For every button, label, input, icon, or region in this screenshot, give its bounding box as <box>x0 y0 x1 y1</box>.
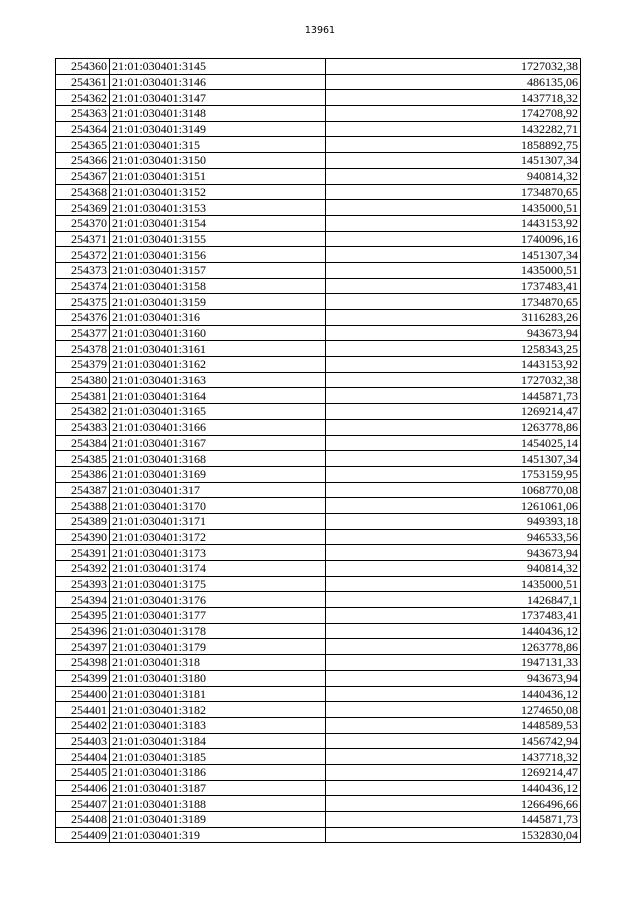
cadastral-value-cell: 1269214,47 <box>326 404 581 420</box>
cadastral-number-cell: 21:01:030401:3154 <box>110 215 326 231</box>
table-row <box>56 262 581 278</box>
row-number-cell: 254369 <box>56 200 110 216</box>
cadastral-value-cell: 1858892,75 <box>326 137 581 153</box>
row-number-cell: 254390 <box>56 529 110 545</box>
row-number-cell: 254395 <box>56 608 110 624</box>
row-number-cell: 254377 <box>56 325 110 341</box>
cadastral-number-cell: 21:01:030401:3167 <box>110 435 326 451</box>
row-number-cell: 254387 <box>56 482 110 498</box>
row-number-cell: 254362 <box>56 90 110 106</box>
row-number-cell: 254407 <box>56 796 110 812</box>
table-row <box>56 780 581 796</box>
cadastral-number-cell: 21:01:030401:3161 <box>110 341 326 357</box>
cadastral-value-cell: 1269214,47 <box>326 764 581 780</box>
cadastral-number-cell: 21:01:030401:3147 <box>110 90 326 106</box>
cadastral-value-cell: 946533,56 <box>326 529 581 545</box>
row-number-cell: 254403 <box>56 733 110 749</box>
row-number-cell: 254404 <box>56 749 110 765</box>
row-number-cell: 254373 <box>56 262 110 278</box>
table-row <box>56 200 581 216</box>
cadastral-value-cell: 1440436,12 <box>326 686 581 702</box>
cadastral-value-cell: 1435000,51 <box>326 576 581 592</box>
cadastral-number-cell: 21:01:030401:3188 <box>110 796 326 812</box>
row-number-cell: 254402 <box>56 717 110 733</box>
cadastral-value-cell: 1448589,53 <box>326 717 581 733</box>
cadastral-value-cell: 940814,32 <box>326 561 581 577</box>
table-row <box>56 419 581 435</box>
table-row <box>56 827 581 843</box>
cadastral-number-cell: 21:01:030401:3172 <box>110 529 326 545</box>
row-number-cell: 254400 <box>56 686 110 702</box>
cadastral-number-cell: 21:01:030401:3146 <box>110 74 326 90</box>
table-row <box>56 670 581 686</box>
table-row <box>56 764 581 780</box>
cadastral-number-cell: 21:01:030401:3153 <box>110 200 326 216</box>
cadastral-number-cell: 21:01:030401:3149 <box>110 121 326 137</box>
table-row <box>56 278 581 294</box>
table-row <box>56 388 581 404</box>
table-row <box>56 341 581 357</box>
cadastral-value-cell: 1274650,08 <box>326 702 581 718</box>
cadastral-value-cell: 940814,32 <box>326 168 581 184</box>
cadastral-number-cell: 21:01:030401:3148 <box>110 106 326 122</box>
cadastral-value-cell: 1737483,41 <box>326 278 581 294</box>
cadastral-value-cell: 1443153,92 <box>326 215 581 231</box>
cadastral-value-cell: 1435000,51 <box>326 200 581 216</box>
cadastral-number-cell: 21:01:030401:3187 <box>110 780 326 796</box>
cadastral-number-cell: 21:01:030401:3183 <box>110 717 326 733</box>
row-number-cell: 254375 <box>56 294 110 310</box>
table-row <box>56 435 581 451</box>
cadastral-value-cell: 3116283,26 <box>326 310 581 326</box>
cadastral-value-cell: 1727032,38 <box>326 59 581 75</box>
row-number-cell: 254368 <box>56 184 110 200</box>
cadastral-value-cell: 1451307,34 <box>326 153 581 169</box>
table-row <box>56 372 581 388</box>
cadastral-value-cell: 1437718,32 <box>326 90 581 106</box>
table-row <box>56 90 581 106</box>
table-row <box>56 639 581 655</box>
row-number-cell: 254405 <box>56 764 110 780</box>
row-number-cell: 254376 <box>56 310 110 326</box>
row-number-cell: 254382 <box>56 404 110 420</box>
table-row <box>56 231 581 247</box>
cadastral-value-table <box>55 58 581 843</box>
cadastral-value-cell: 943673,94 <box>326 545 581 561</box>
cadastral-value-cell: 943673,94 <box>326 325 581 341</box>
row-number-cell: 254371 <box>56 231 110 247</box>
table-row <box>56 294 581 310</box>
table-row <box>56 184 581 200</box>
cadastral-number-cell: 21:01:030401:3176 <box>110 592 326 608</box>
cadastral-number-cell: 21:01:030401:316 <box>110 310 326 326</box>
row-number-cell: 254372 <box>56 247 110 263</box>
cadastral-value-cell: 1727032,38 <box>326 372 581 388</box>
table-row <box>56 592 581 608</box>
table-row <box>56 623 581 639</box>
table-row <box>56 153 581 169</box>
cadastral-value-cell: 1445871,73 <box>326 388 581 404</box>
table-row <box>56 325 581 341</box>
cadastral-value-cell: 1432282,71 <box>326 121 581 137</box>
table-row <box>56 545 581 561</box>
row-number-cell: 254397 <box>56 639 110 655</box>
cadastral-value-cell: 1742708,92 <box>326 106 581 122</box>
row-number-cell: 254374 <box>56 278 110 294</box>
cadastral-number-cell: 21:01:030401:3165 <box>110 404 326 420</box>
row-number-cell: 254366 <box>56 153 110 169</box>
cadastral-number-cell: 21:01:030401:3182 <box>110 702 326 718</box>
row-number-cell: 254386 <box>56 466 110 482</box>
cadastral-value-cell: 1947131,33 <box>326 655 581 671</box>
cadastral-number-cell: 21:01:030401:3158 <box>110 278 326 294</box>
cadastral-value-cell: 1740096,16 <box>326 231 581 247</box>
row-number-cell: 254406 <box>56 780 110 796</box>
table-row <box>56 576 581 592</box>
cadastral-value-cell: 1437718,32 <box>326 749 581 765</box>
row-number-cell: 254392 <box>56 561 110 577</box>
row-number-cell: 254396 <box>56 623 110 639</box>
table-row <box>56 74 581 90</box>
table-row <box>56 247 581 263</box>
row-number-cell: 254367 <box>56 168 110 184</box>
table-row <box>56 215 581 231</box>
table-row <box>56 513 581 529</box>
cadastral-number-cell: 21:01:030401:3160 <box>110 325 326 341</box>
cadastral-value-cell: 1440436,12 <box>326 623 581 639</box>
row-number-cell: 254384 <box>56 435 110 451</box>
cadastral-number-cell: 21:01:030401:3159 <box>110 294 326 310</box>
cadastral-value-cell: 1456742,94 <box>326 733 581 749</box>
cadastral-number-cell: 21:01:030401:3168 <box>110 451 326 467</box>
cadastral-value-cell: 1753159,95 <box>326 466 581 482</box>
row-number-cell: 254381 <box>56 388 110 404</box>
cadastral-value-cell: 486135,06 <box>326 74 581 90</box>
table-row <box>56 106 581 122</box>
cadastral-value-cell: 1440436,12 <box>326 780 581 796</box>
cadastral-value-cell: 1266496,66 <box>326 796 581 812</box>
cadastral-number-cell: 21:01:030401:3157 <box>110 262 326 278</box>
cadastral-value-cell: 1532830,04 <box>326 827 581 843</box>
table-row <box>56 59 581 75</box>
cadastral-value-cell: 1261061,06 <box>326 498 581 514</box>
cadastral-value-cell: 1734870,65 <box>326 294 581 310</box>
cadastral-number-cell: 21:01:030401:3151 <box>110 168 326 184</box>
cadastral-number-cell: 21:01:030401:3181 <box>110 686 326 702</box>
cadastral-number-cell: 21:01:030401:3169 <box>110 466 326 482</box>
row-number-cell: 254388 <box>56 498 110 514</box>
cadastral-value-cell: 1734870,65 <box>326 184 581 200</box>
table-row <box>56 749 581 765</box>
cadastral-value-cell: 943673,94 <box>326 670 581 686</box>
row-number-cell: 254365 <box>56 137 110 153</box>
cadastral-number-cell: 21:01:030401:3185 <box>110 749 326 765</box>
table-row <box>56 466 581 482</box>
table-row <box>56 121 581 137</box>
row-number-cell: 254391 <box>56 545 110 561</box>
cadastral-number-cell: 21:01:030401:315 <box>110 137 326 153</box>
cadastral-number-cell: 21:01:030401:3155 <box>110 231 326 247</box>
cadastral-value-cell: 1451307,34 <box>326 451 581 467</box>
table-row <box>56 357 581 373</box>
table-row <box>56 137 581 153</box>
cadastral-number-cell: 21:01:030401:317 <box>110 482 326 498</box>
cadastral-number-cell: 21:01:030401:3171 <box>110 513 326 529</box>
cadastral-number-cell: 21:01:030401:3189 <box>110 812 326 828</box>
cadastral-number-cell: 21:01:030401:3173 <box>110 545 326 561</box>
row-number-cell: 254383 <box>56 419 110 435</box>
cadastral-number-cell: 21:01:030401:3177 <box>110 608 326 624</box>
cadastral-value-cell: 1445871,73 <box>326 812 581 828</box>
table-row <box>56 702 581 718</box>
page-number: 13961 <box>304 25 336 36</box>
table-row <box>56 451 581 467</box>
cadastral-number-cell: 21:01:030401:3164 <box>110 388 326 404</box>
row-number-cell: 254385 <box>56 451 110 467</box>
row-number-cell: 254401 <box>56 702 110 718</box>
cadastral-number-cell: 21:01:030401:319 <box>110 827 326 843</box>
table-row <box>56 310 581 326</box>
row-number-cell: 254364 <box>56 121 110 137</box>
row-number-cell: 254370 <box>56 215 110 231</box>
row-number-cell: 254361 <box>56 74 110 90</box>
cadastral-number-cell: 21:01:030401:3162 <box>110 357 326 373</box>
row-number-cell: 254394 <box>56 592 110 608</box>
cadastral-number-cell: 21:01:030401:3163 <box>110 372 326 388</box>
table-row <box>56 529 581 545</box>
row-number-cell: 254363 <box>56 106 110 122</box>
row-number-cell: 254360 <box>56 59 110 75</box>
table-row <box>56 733 581 749</box>
table-row <box>56 796 581 812</box>
cadastral-number-cell: 21:01:030401:3166 <box>110 419 326 435</box>
row-number-cell: 254380 <box>56 372 110 388</box>
table-body <box>56 59 581 843</box>
cadastral-value-cell: 1737483,41 <box>326 608 581 624</box>
cadastral-value-cell: 1443153,92 <box>326 357 581 373</box>
cadastral-number-cell: 21:01:030401:3175 <box>110 576 326 592</box>
row-number-cell: 254399 <box>56 670 110 686</box>
cadastral-number-cell: 21:01:030401:3184 <box>110 733 326 749</box>
cadastral-number-cell: 21:01:030401:3174 <box>110 561 326 577</box>
cadastral-value-cell: 1258343,25 <box>326 341 581 357</box>
cadastral-number-cell: 21:01:030401:3178 <box>110 623 326 639</box>
table-row <box>56 498 581 514</box>
table-row <box>56 686 581 702</box>
cadastral-value-cell: 1263778,86 <box>326 419 581 435</box>
row-number-cell: 254378 <box>56 341 110 357</box>
cadastral-value-cell: 1451307,34 <box>326 247 581 263</box>
table-row <box>56 482 581 498</box>
table-row <box>56 561 581 577</box>
cadastral-number-cell: 21:01:030401:3156 <box>110 247 326 263</box>
cadastral-number-cell: 21:01:030401:3179 <box>110 639 326 655</box>
cadastral-number-cell: 21:01:030401:3170 <box>110 498 326 514</box>
table-row <box>56 655 581 671</box>
cadastral-number-cell: 21:01:030401:3180 <box>110 670 326 686</box>
cadastral-value-cell: 1426847,1 <box>326 592 581 608</box>
cadastral-number-cell: 21:01:030401:3150 <box>110 153 326 169</box>
cadastral-value-cell: 1454025,14 <box>326 435 581 451</box>
cadastral-number-cell: 21:01:030401:3186 <box>110 764 326 780</box>
row-number-cell: 254409 <box>56 827 110 843</box>
row-number-cell: 254393 <box>56 576 110 592</box>
table-row <box>56 812 581 828</box>
cadastral-value-cell: 1435000,51 <box>326 262 581 278</box>
row-number-cell: 254408 <box>56 812 110 828</box>
cadastral-number-cell: 21:01:030401:318 <box>110 655 326 671</box>
table-row <box>56 717 581 733</box>
table-row <box>56 168 581 184</box>
cadastral-value-cell: 1068770,08 <box>326 482 581 498</box>
table-row <box>56 608 581 624</box>
row-number-cell: 254398 <box>56 655 110 671</box>
row-number-cell: 254389 <box>56 513 110 529</box>
row-number-cell: 254379 <box>56 357 110 373</box>
cadastral-value-cell: 949393,18 <box>326 513 581 529</box>
cadastral-number-cell: 21:01:030401:3145 <box>110 59 326 75</box>
cadastral-value-cell: 1263778,86 <box>326 639 581 655</box>
table-row <box>56 404 581 420</box>
cadastral-number-cell: 21:01:030401:3152 <box>110 184 326 200</box>
